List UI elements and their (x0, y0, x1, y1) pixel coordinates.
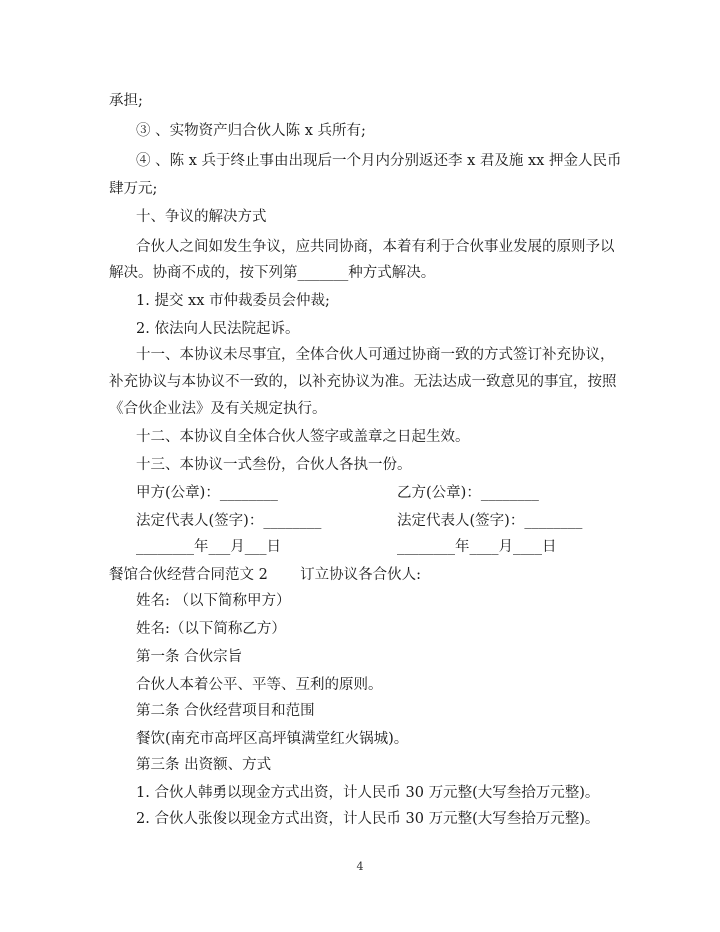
text-line: 解决。协商不成的，按下列第_______种方式解决。 (109, 265, 436, 281)
party-a-representative-field: 法定代表人(签字)：________ (136, 513, 322, 529)
party-b-representative-field: 法定代表人(签字)：________ (397, 513, 583, 529)
text-line: 十二、本协议自全体合伙人签字或盖章之日起生效。 (136, 429, 470, 445)
party-a-date-field: ________年___月___日 (136, 539, 281, 555)
list-item: 2. 合伙人张俊以现金方式出资，计人民币 30 万元整(大写叁拾万元整)。 (136, 811, 600, 827)
text-line: 承担; (109, 93, 143, 109)
party-b-date-field: ________年____月____日 (397, 539, 557, 555)
text-line: 姓名:（以下简称乙方） (136, 621, 286, 637)
article-heading: 第三条 出资额、方式 (136, 757, 272, 773)
text-line: ④ 、陈 x 兵于终止事由出现后一个月内分别返还李 x 君及施 xx 押金人民币 (136, 153, 622, 169)
text-line: 合伙人之间如发生争议，应共同协商，本着有利于合伙事业发展的原则予以 (136, 239, 615, 255)
article-heading: 第二条 合伙经营项目和范围 (136, 703, 315, 719)
section-heading: 十、争议的解决方式 (136, 209, 267, 225)
party-a-seal-field: 甲方(公章)：________ (136, 485, 278, 501)
text-line: 肆万元; (109, 181, 158, 197)
list-item: 1. 提交 xx 市仲裁委员会仲裁; (136, 293, 330, 309)
list-item: 2. 依法向人民法院起诉。 (136, 321, 300, 337)
text-line: 十一、本协议未尽事宜，全体合伙人可通过协商一致的方式签订补充协议， (136, 347, 615, 363)
text-line: 十三、本协议一式叁份，合伙人各执一份。 (136, 457, 412, 473)
contract-title: 餐馆合伙经营合同范文 2 订立协议各合伙人: (109, 567, 421, 583)
text-line: 补充协议与本协议不一致的，以补充协议为准。无法达成一致意见的事宜，按照 (109, 374, 617, 390)
text-line: 合伙人本着公平、平等、互利的原则。 (136, 677, 383, 693)
text-line: 姓名: （以下简称甲方） (136, 593, 291, 609)
list-item: 1. 合伙人韩勇以现金方式出资，计人民币 30 万元整(大写叁拾万元整)。 (136, 785, 600, 801)
article-heading: 第一条 合伙宗旨 (136, 649, 243, 665)
text-line: 《合伙企业法》及有关规定执行。 (109, 401, 327, 417)
party-b-seal-field: 乙方(公章)：________ (397, 485, 539, 501)
page-number: 4 (356, 860, 364, 873)
text-line: ③ 、实物资产归合伙人陈 x 兵所有; (136, 123, 366, 139)
text-line: 餐饮(南充市高坪区高坪镇满堂红火锅城)。 (136, 731, 409, 747)
